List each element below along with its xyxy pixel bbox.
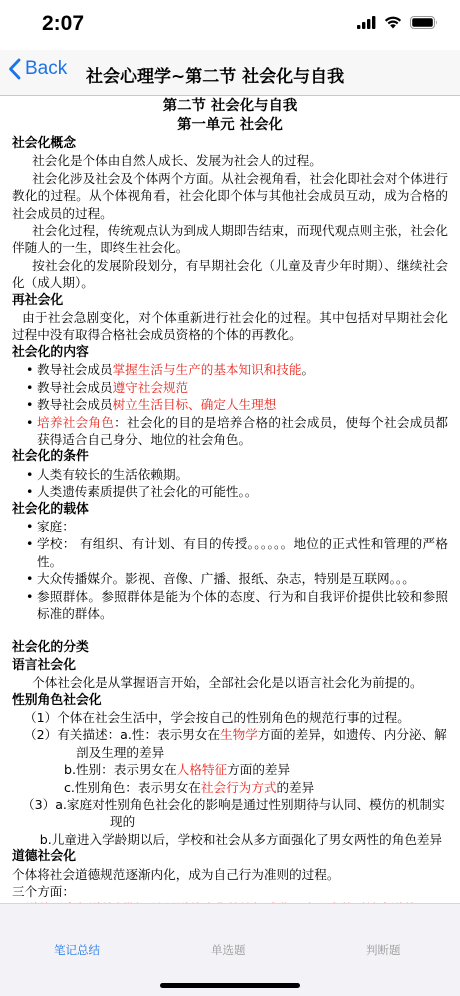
paragraph: 个体社会化是从掌握语言开始，全部社会化是以语言社会化为前提的。 bbox=[32, 675, 423, 691]
conditions-list bbox=[12, 466, 448, 501]
paragraph: 个体将社会道德规范逐渐内化，成为自己行为准则的过程。 bbox=[12, 866, 340, 882]
list-item: • 参照群体。参照群体是能为个体的态度、行为和自我评价提供比较和参照标准的群体。 bbox=[26, 588, 448, 623]
list-item: • 大众传播媒介。影视、音像、广播、报纸、杂志，特别是互联网。。。 bbox=[26, 570, 448, 587]
heading-carriers: 社会化的载体 bbox=[12, 501, 89, 517]
paragraph: 按社会化的发展阶段划分，有早期社会化（儿童及青少年时期）、继续社会化（成人期）。 bbox=[12, 257, 448, 291]
list-item: • 人类遗传素质提供了社会化的可能性。。 bbox=[26, 483, 448, 500]
heading-resocialization: 再社会化 bbox=[12, 292, 64, 308]
content-list bbox=[12, 361, 448, 448]
note-content[interactable] bbox=[0, 97, 460, 903]
list-item: • 家庭： bbox=[26, 518, 448, 535]
paragraph: 社会化是个体由自然人成长、发展为社会人的过程。 bbox=[32, 153, 322, 169]
doc-unit-title: 第一单元 社会化 bbox=[177, 117, 283, 133]
back-chevron-icon bbox=[8, 58, 21, 80]
wifi-icon bbox=[384, 16, 402, 29]
paragraph: c.性别角色：表示男女在社会行为方式的差异 bbox=[64, 779, 315, 795]
tab-notes[interactable]: 笔记总结 bbox=[54, 943, 100, 957]
nav-title: 社会心理学~第二节 社会化与自我 bbox=[86, 67, 345, 87]
paragraph: 三个方面： bbox=[12, 884, 75, 900]
back-button-label: Back bbox=[25, 58, 68, 79]
paragraph: 社会化过程，传统观点认为到成人期即告结束，而现代观点则主张，社会化伴随人的一生，即终生社会化。 bbox=[12, 223, 448, 256]
heading-conditions: 社会化的条件 bbox=[12, 449, 89, 465]
heading-concept: 社会化概念 bbox=[12, 136, 76, 151]
carriers-list bbox=[12, 518, 448, 622]
paragraph: （2）有关描述：a.性：表示男女在生物学方面的差异，如遗传、内分泌、解剖及生理的差异 bbox=[24, 727, 447, 760]
cellular-signal-icon bbox=[357, 16, 376, 29]
tab-true-false[interactable]: 判断题 bbox=[366, 943, 401, 957]
list-item: • 培养社会角色：社会化的目的是培养合格的社会成员，使每个社会成员都获得适合自己身分、地位的社会角色。 bbox=[26, 414, 448, 449]
paragraph: （3）a.家庭对性别角色社会化的影响是通过性别期待与认同、模仿的机制实现的 bbox=[22, 797, 445, 830]
paragraph: b.儿童进入学龄期以后，学校和社会从多方面强化了男女两性的角色差异 bbox=[39, 831, 443, 847]
paragraph: （1）个体在社会生活中，学会按自己的性别角色的规范行事的过程。 bbox=[24, 710, 410, 725]
status-bar bbox=[0, 0, 460, 50]
tab-bar bbox=[0, 903, 460, 996]
heading-moral: 道德社会化 bbox=[12, 849, 76, 865]
paragraph: 由于社会急剧变化，对个体重新进行社会化的过程。其中包括对早期社会化过程中没有取得合格社会成员资格的个体的再教化。 bbox=[12, 310, 448, 343]
heading-gender: 性别角色社会化 bbox=[12, 692, 102, 708]
paragraph: 社会化涉及社会及个体两个方面。从社会视角看，社会化即社会对个体进行教化的过程。从个体视角看，社会化即个体与其他社会成员互动，成为合格的社会成员的过程。 bbox=[12, 170, 448, 221]
status-time: 2:07 bbox=[42, 12, 85, 35]
paragraph: b.性别：表示男女在人格特征方面的差异 bbox=[64, 762, 291, 778]
tab-single-choice[interactable]: 单选题 bbox=[211, 943, 246, 957]
navigation-bar bbox=[0, 50, 460, 96]
back-button[interactable] bbox=[8, 58, 67, 80]
heading-content: 社会化的内容 bbox=[12, 344, 89, 360]
list-item: • 教导社会成员掌握生活与生产的基本知识和技能。 bbox=[26, 361, 448, 378]
heading-classification: 社会化的分类 bbox=[12, 640, 89, 656]
list-item: • 教导社会成员树立生活目标、确定人生理想 bbox=[26, 396, 448, 413]
list-item: • 学校： 有组织、有计划、有目的传授。。。。。。地位的正式性和管理的严格性。 bbox=[26, 535, 448, 570]
list-item: • 教导社会成员遵守社会规范 bbox=[26, 379, 448, 396]
heading-language: 语言社会化 bbox=[12, 657, 76, 673]
battery-icon bbox=[410, 16, 438, 29]
doc-section-title: 第二节 社会化与自我 bbox=[162, 98, 298, 114]
status-icons bbox=[357, 16, 438, 29]
home-indicator bbox=[160, 983, 300, 988]
list-item: • 人类有较长的生活依赖期。 bbox=[26, 466, 448, 483]
